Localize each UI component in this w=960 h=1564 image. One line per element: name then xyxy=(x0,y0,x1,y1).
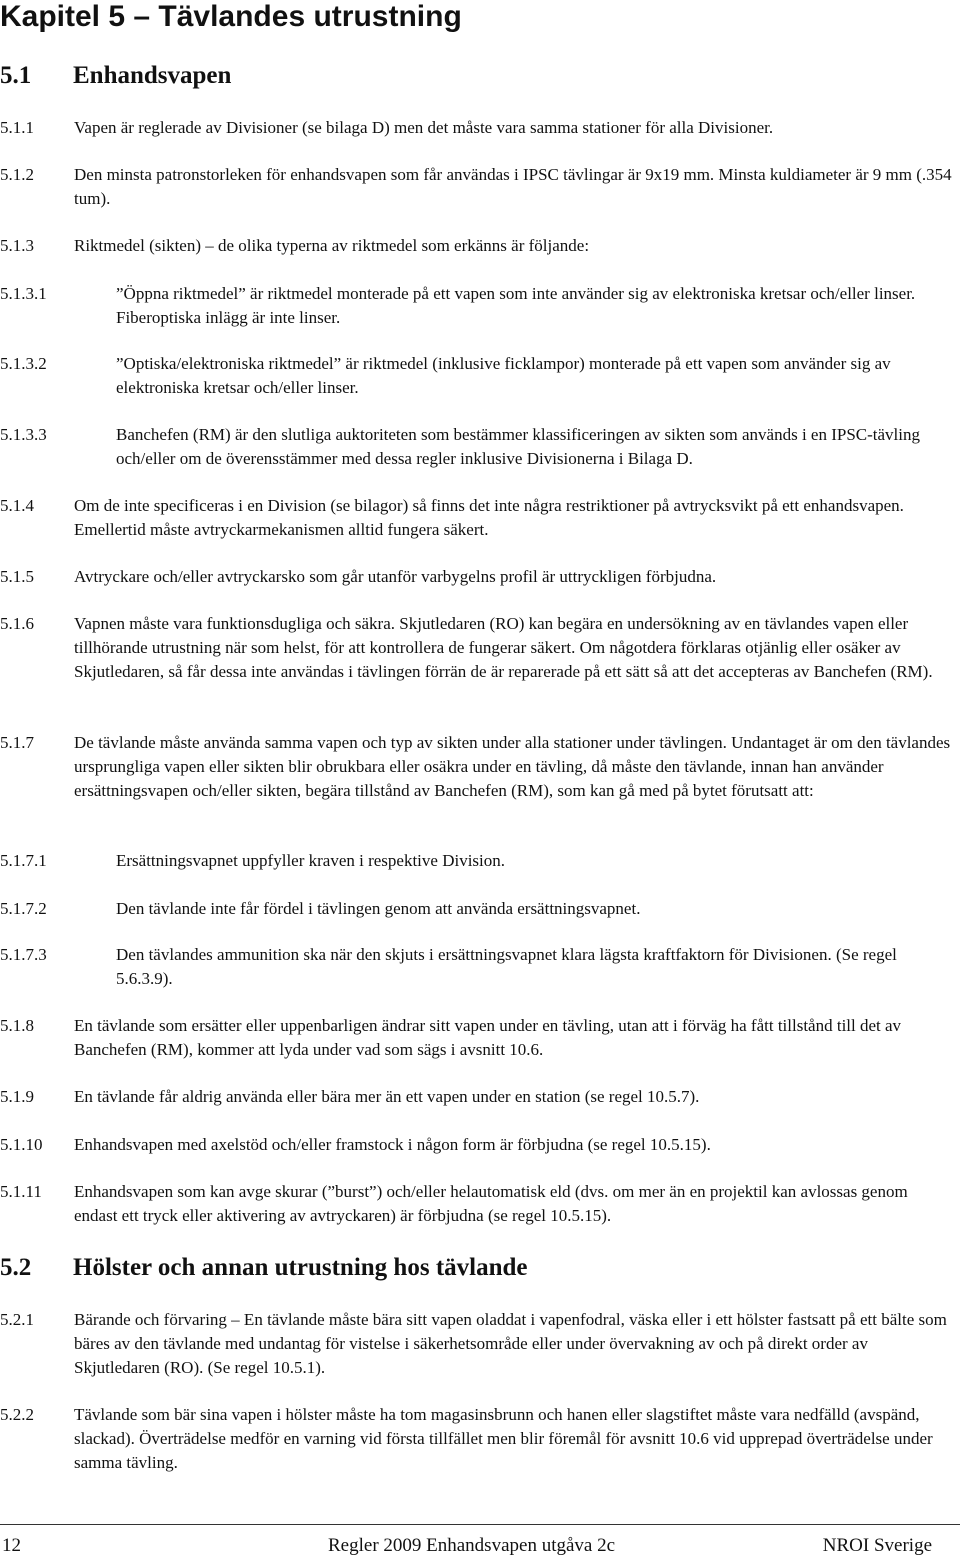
paragraph-text: De tävlande måste använda samma vapen och typ av sikten under alla stationer under tävlingen. Undantaget är om den tävlandes ursprungliga vapen eller sikten blir obrukbara eller osäkra under en tävling, då måste den tävlande, innan han använder ersättningsvapen och/eller sikten, begära tillstånd av Banchefen (RM), som kan gå med på bytet förutsatt att: xyxy=(74,733,951,800)
paragraph-number: 5.1.7.2 xyxy=(0,899,47,918)
paragraph-text: Enhandsvapen som kan avge skurar (”burst”) och/eller helautomatisk eld (dvs. om mer än en projektil kan avlossas genom endast ett tryck eller aktivering av avtryckaren) är förbjudna (se regel 10.5.15). xyxy=(74,1182,908,1225)
paragraph-number: 5.1.2 xyxy=(0,165,34,184)
paragraph-text: ”Öppna riktmedel” är riktmedel monterade på ett vapen som inte använder sig av elektroniska kretsar och/eller linser. Fiberoptiska inlägg är inte linser. xyxy=(116,284,916,327)
paragraph-number: 5.1.10 xyxy=(0,1135,43,1154)
paragraph-number: 5.1.5 xyxy=(0,567,34,586)
paragraph-text: En tävlande får aldrig använda eller bära mer än ett vapen under en station (se regel 10.5.7). xyxy=(74,1087,700,1106)
section-title: Hölster och annan utrustning hos tävlande xyxy=(73,1254,528,1281)
paragraph-text: Den minsta patronstorleken för enhandsvapen som får användas i IPSC tävlingar är 9x19 mm. Minsta kuldiameter är 9 mm (.354 tum). xyxy=(74,165,952,208)
paragraph-text: En tävlande som ersätter eller uppenbarligen ändrar sitt vapen under en tävling, utan att i förväg ha fått tillstånd till det av Banchefen (RM), kommer att lyda under vad som sägs i avsnitt 10.6. xyxy=(74,1016,902,1059)
section-heading-5-1 xyxy=(0,62,960,92)
paragraph-text: Vapen är reglerade av Divisioner (se bilaga D) men det måste vara samma stationer för alla Divisioner. xyxy=(74,118,774,137)
paragraph-number: 5.1.3.2 xyxy=(0,354,47,373)
paragraph-number: 5.1.3 xyxy=(0,236,34,255)
footer-center-text: Regler 2009 Enhandsvapen utgåva 2c xyxy=(328,1535,616,1556)
paragraph-text: Enhandsvapen med axelstöd och/eller framstock i någon form är förbjudna (se regel 10.5.15). xyxy=(74,1135,711,1154)
paragraph-text: Bärande och förvaring – En tävlande måste bära sitt vapen oladdat i vapenfodral, väska eller i ett hölster fastsatt på ett bälte som bäres av den tävlande med undantag för vistelse i säkerhetsområde eller under övervakning av och på direkt order av Skjutledaren (RO). (Se regel 10.5.1). xyxy=(74,1310,947,1377)
paragraph-number: 5.1.6 xyxy=(0,614,34,633)
chapter-title: Kapitel 5 – Tävlandes utrustning xyxy=(0,0,462,33)
section-title: Enhandsvapen xyxy=(73,62,232,89)
paragraph-number: 5.1.7 xyxy=(0,733,34,752)
paragraph-text: Tävlande som bär sina vapen i hölster måste ha tom magasinsbrunn och hanen eller slagstiftet måste vara nedfälld (avspänd, slackad). Överträdelse medför en varning vid första tillfället men blir föremål för avsnitt 10.6 vid upprepad överträdelse under samma tävling. xyxy=(74,1405,933,1472)
paragraph-text: Ersättningsvapnet uppfyller kraven i respektive Division. xyxy=(116,851,506,870)
paragraph-number: 5.2.2 xyxy=(0,1405,34,1424)
paragraph-number: 5.1.3.3 xyxy=(0,425,47,444)
section-number: 5.2 xyxy=(0,1254,32,1281)
paragraph-text: Om de inte specificeras i en Division (se bilagor) så finns det inte några restriktioner på avtrycksvikt på ett enhandsvapen. Emellertid måste avtryckarmekanismen alltid fungera säkert. xyxy=(74,496,904,539)
page-number: 12 xyxy=(2,1535,21,1556)
paragraph-number: 5.1.11 xyxy=(0,1182,42,1201)
paragraph-number: 5.1.7.3 xyxy=(0,945,47,964)
footer-right-text: NROI Sverige xyxy=(822,1535,932,1556)
paragraph-number: 5.2.1 xyxy=(0,1310,34,1329)
paragraph-text: Den tävlandes ammunition ska när den skjuts i ersättningsvapnet klara lägsta kraftfaktorn för Divisionen. (Se regel 5.6.3.9). xyxy=(116,945,897,988)
paragraph-number: 5.1.1 xyxy=(0,118,34,137)
paragraph-text: ”Optiska/elektroniska riktmedel” är riktmedel (inklusive ficklampor) monterade på ett vapen som använder sig av elektroniska kretsar och/eller linser. xyxy=(116,354,891,397)
paragraph-number: 5.1.9 xyxy=(0,1087,34,1106)
section-heading-5-2 xyxy=(0,1254,960,1284)
paragraph-number: 5.1.4 xyxy=(0,496,34,515)
paragraph-number: 5.1.8 xyxy=(0,1016,34,1035)
paragraph-text: Vapnen måste vara funktionsdugliga och säkra. Skjutledaren (RO) kan begära en undersökning av en tävlandes vapen eller tillhörande utrustning när som helst, för att kontrollera de fungerar säkert. Om någotdera förklaras otjänlig eller osäker av Skjutledaren, så får dessa inte användas i tävlingen förrän de är reparerade på ett sätt så att det accepteras av Banchefen (RM). xyxy=(74,614,933,681)
paragraph-text: Riktmedel (sikten) – de olika typerna av riktmedel som erkänns är följande: xyxy=(74,236,590,255)
paragraph-text: Banchefen (RM) är den slutliga auktoriteten som bestämmer klassificeringen av sikten som används i en IPSC-tävling och/eller om de överensstämmer med dessa regler inklusive Divisionerna i Bilaga D. xyxy=(116,425,921,468)
paragraph-text: Avtryckare och/eller avtryckarsko som går utanför varbygelns profil är uttryckligen förbjudna. xyxy=(74,567,717,586)
footer-divider xyxy=(0,1524,960,1525)
section-number: 5.1 xyxy=(0,62,32,89)
paragraph-number: 5.1.3.1 xyxy=(0,284,47,303)
paragraph-number: 5.1.7.1 xyxy=(0,851,47,870)
paragraph-text: Den tävlande inte får fördel i tävlingen genom att använda ersättningsvapnet. xyxy=(116,899,641,918)
